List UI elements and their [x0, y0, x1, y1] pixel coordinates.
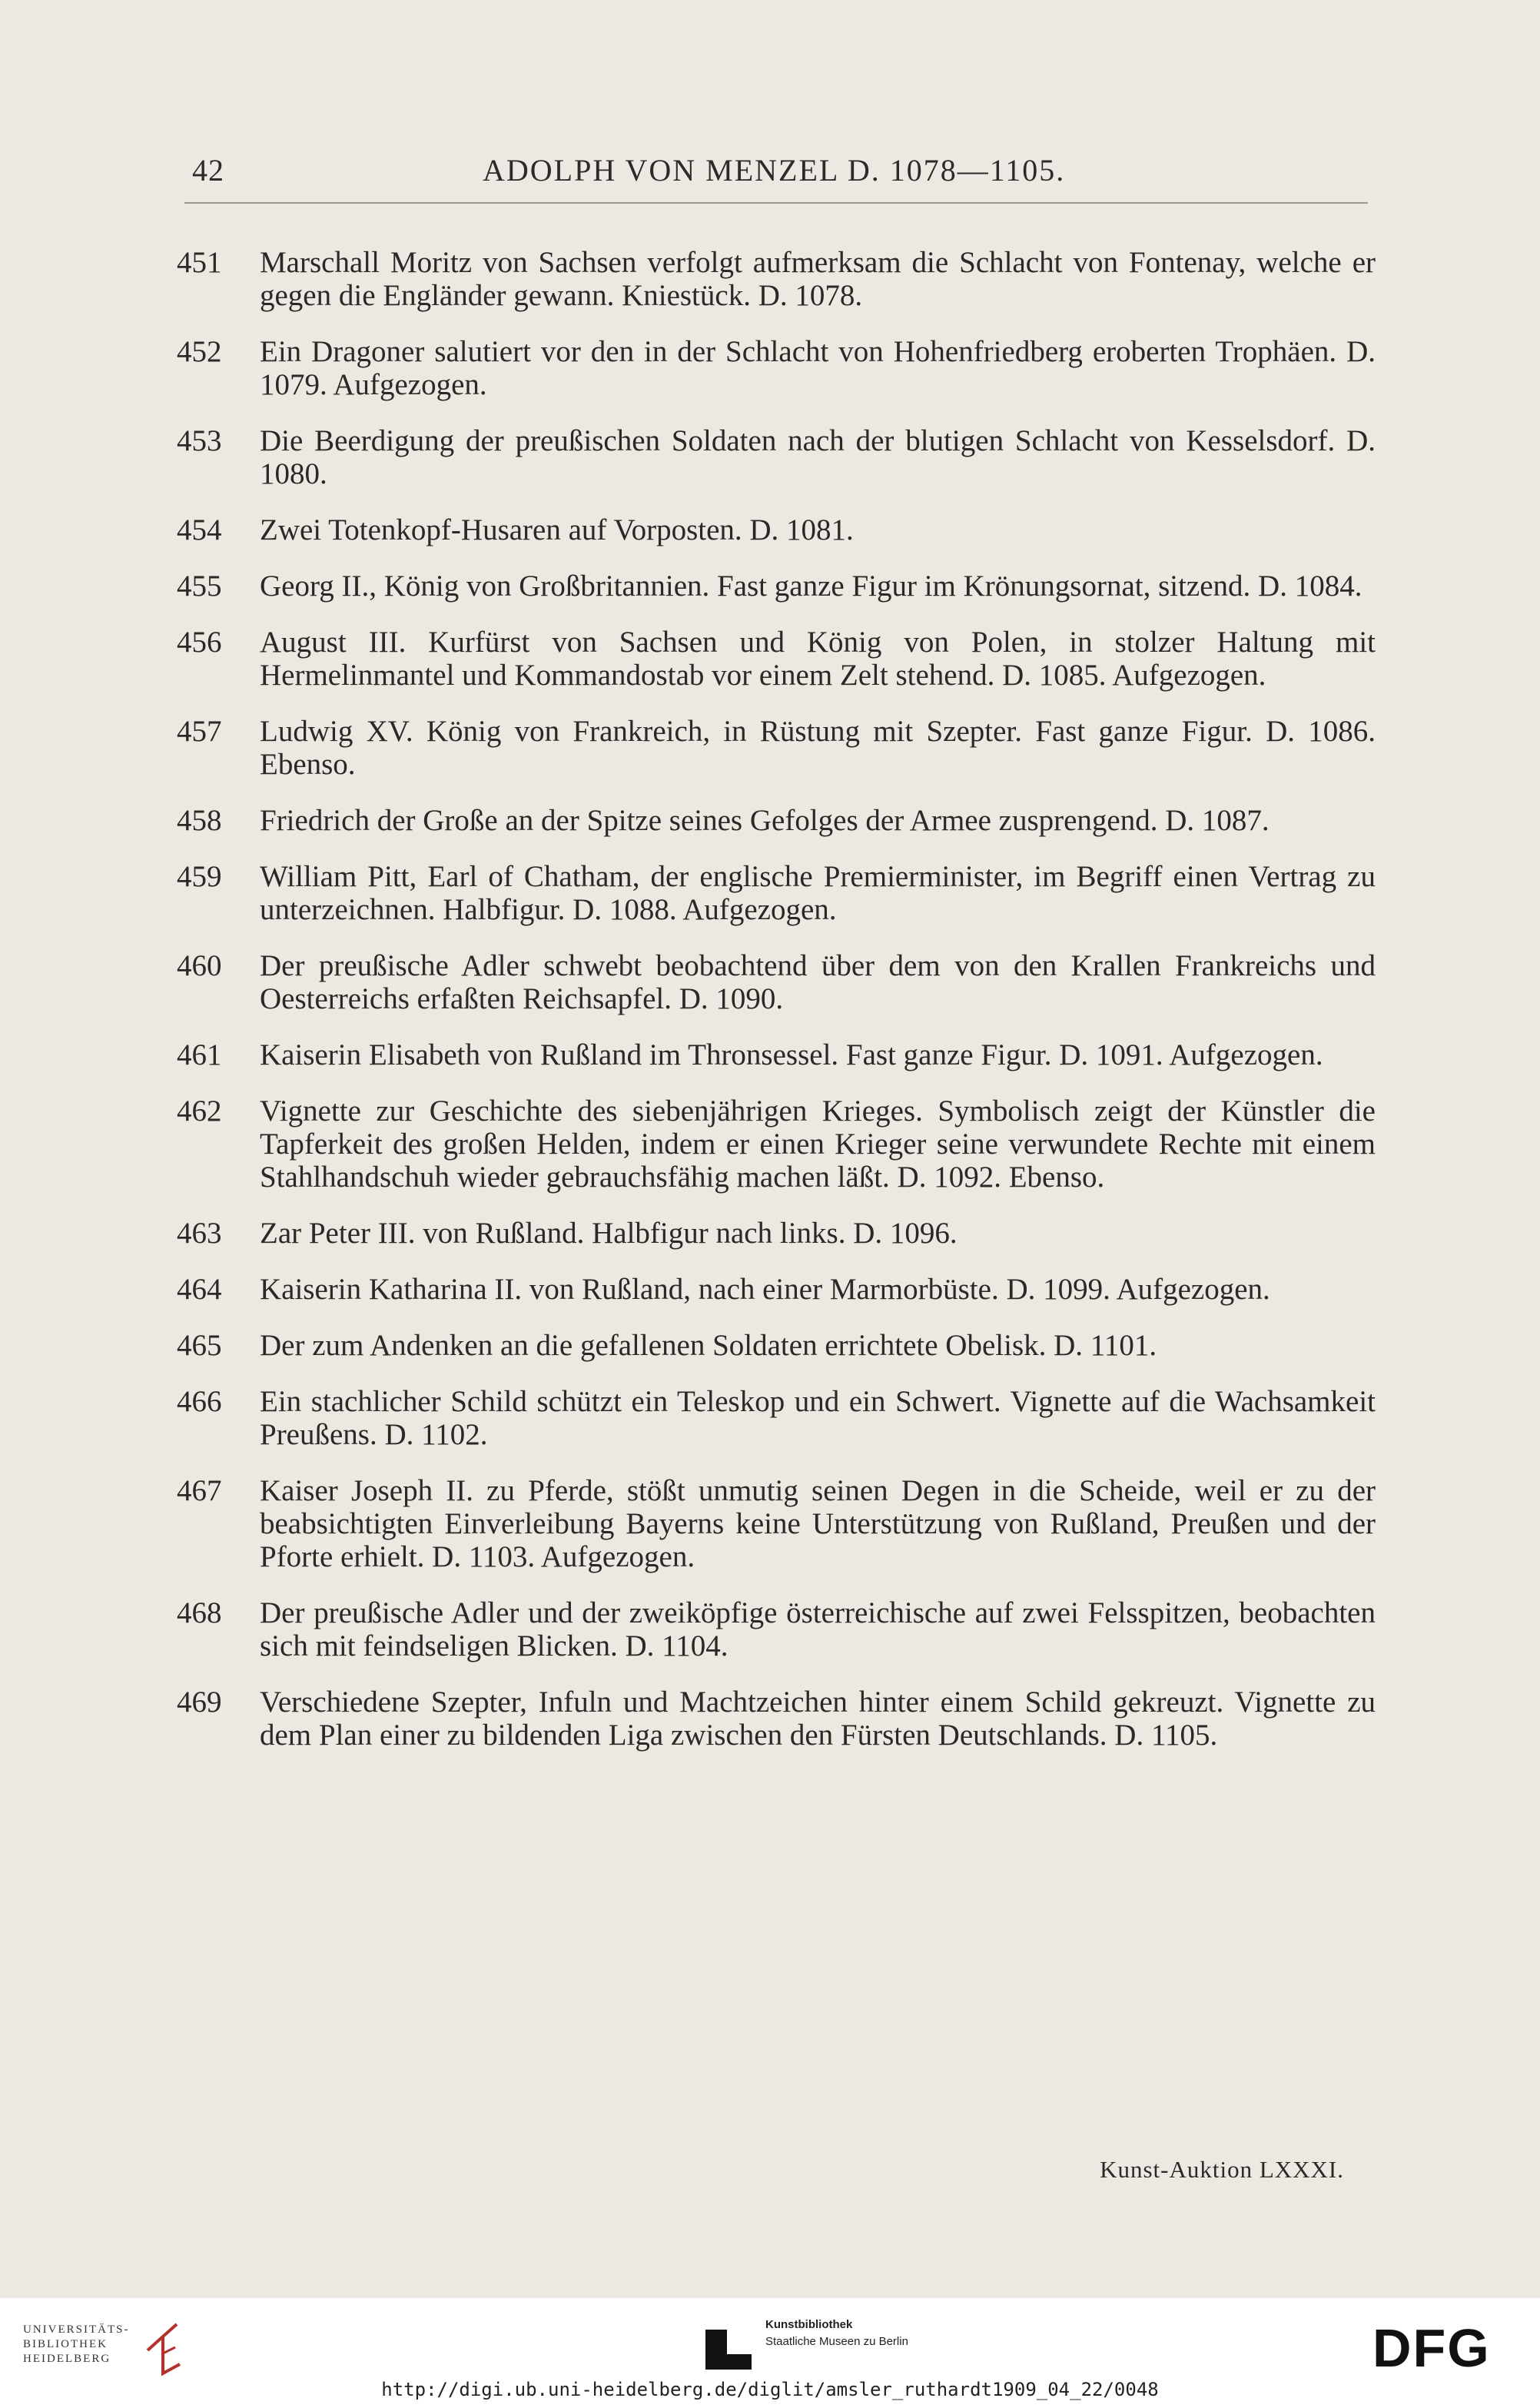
catalog-entry — [154, 1094, 1376, 1194]
entry-text: August III. Kurfürst von Sachsen und König von Polen, in stolzer Haltung mit Hermelinmantel und Kommandostab vor einem Zelt stehend. D. 1085. Aufgezogen. — [260, 626, 1376, 692]
entry-number: 469 — [177, 1686, 222, 1719]
entry-text: Marschall Moritz von Sachsen verfolgt aufmerksam die Schlacht von Fontenay, welche er gegen die Engländer gewann. Kniestück. D. 1078. — [260, 246, 1376, 312]
catalog-entry — [154, 335, 1376, 401]
entry-text: Der preußische Adler schwebt beobachtend über dem von den Krallen Frankreichs und Oesterreichs erfaßten Reichsapfel. D. 1090. — [260, 949, 1376, 1015]
entry-text: William Pitt, Earl of Chatham, der englische Premierminister, im Begriff einen Vertrag zu unterzeichnen. Halbfigur. D. 1088. Aufgezogen. — [260, 860, 1376, 926]
entry-number: 452 — [177, 335, 222, 368]
university-line: HEIDELBERG — [23, 2353, 111, 2365]
running-title: ADOLPH VON MENZEL D. 1078—1105. — [483, 153, 1066, 188]
entry-text: Der zum Andenken an die gefallenen Soldaten errichtete Obelisk. D. 1101. — [260, 1329, 1157, 1362]
catalog-entry — [154, 1329, 1376, 1362]
entry-text: Kaiser Joseph II. zu Pferde, stößt unmutig seinen Degen in die Scheide, weil er zu der beabsichtigten Einverleibung Bayerns keine Unterstützung von Rußland, Preußen und der Pforte erhielt. D. 1103. Aufgezogen. — [260, 1474, 1376, 1573]
footer-note: Kunst-Auktion LXXXI. — [1100, 2156, 1344, 2183]
catalog-entry — [154, 1596, 1376, 1662]
catalog-entries — [154, 246, 1376, 1775]
entry-number: 462 — [177, 1094, 222, 1128]
entry-number: 456 — [177, 626, 222, 659]
entry-text: Kaiserin Elisabeth von Rußland im Thronsessel. Fast ganze Figur. D. 1091. Aufgezogen. — [260, 1038, 1323, 1071]
entry-number: 453 — [177, 424, 222, 457]
catalog-entry — [154, 860, 1376, 926]
entry-number: 466 — [177, 1385, 222, 1418]
university-logo-icon — [140, 2320, 186, 2381]
page-number: 42 — [192, 153, 224, 188]
entry-number: 451 — [177, 246, 222, 279]
catalog-entry — [154, 949, 1376, 1015]
entry-number: 463 — [177, 1217, 222, 1250]
header-rule — [184, 202, 1368, 204]
entry-number: 467 — [177, 1474, 222, 1507]
kunstbibliothek-logo-icon — [704, 2319, 773, 2373]
entry-number: 461 — [177, 1038, 222, 1071]
catalog-entry — [154, 1686, 1376, 1752]
catalog-entry — [154, 424, 1376, 490]
university-line: BIBLIOTHEK — [23, 2338, 108, 2350]
catalog-entry — [154, 626, 1376, 692]
entry-text: Friedrich der Große an der Spitze seines Gefolges der Armee zusprengend. D. 1087. — [260, 804, 1270, 837]
page-header — [183, 152, 1366, 198]
catalog-entry — [154, 804, 1376, 837]
catalog-entry — [154, 1217, 1376, 1250]
entry-text: Ludwig XV. König von Frankreich, in Rüstung mit Szepter. Fast ganze Figur. D. 1086. Ebenso. — [260, 715, 1376, 781]
entry-text: Die Beerdigung der preußischen Soldaten nach der blutigen Schlacht von Kesselsdorf. D. 1080. — [260, 424, 1376, 490]
entry-number: 460 — [177, 949, 222, 982]
entry-text: Ein Dragoner salutiert vor den in der Schlacht von Hohenfriedberg eroberten Trophäen. D. 1079. Aufgezogen. — [260, 335, 1376, 401]
entry-number: 458 — [177, 804, 222, 837]
entry-text: Der preußische Adler und der zweiköpfige österreichische auf zwei Felsspitzen, beobachten sich mit feindseligen Blicken. D. 1104. — [260, 1596, 1376, 1662]
entry-text: Georg II., König von Großbritannien. Fast ganze Figur im Krönungsornat, sitzend. D. 1084. — [260, 570, 1362, 603]
entry-text: Ein stachlicher Schild schützt ein Teleskop und ein Schwert. Vignette auf die Wachsamkeit Preußens. D. 1102. — [260, 1385, 1376, 1451]
entry-text: Vignette zur Geschichte des siebenjährigen Krieges. Symbolisch zeigt der Künstler die Tapferkeit des großen Helden, indem er einen Krieger seine verwundete Rechte mit einem Stahlhandschuh wieder gebrauchsfähig machen läßt. D. 1092. Ebenso. — [260, 1094, 1376, 1194]
entry-text: Kaiserin Katharina II. von Rußland, nach einer Marmorbüste. D. 1099. Aufgezogen. — [260, 1273, 1270, 1306]
dfg-logo: DFG — [1372, 2318, 1491, 2378]
catalog-entry — [154, 1273, 1376, 1306]
entry-text: Zar Peter III. von Rußland. Halbfigur nach links. D. 1096. — [260, 1217, 958, 1250]
entry-text: Verschiedene Szepter, Infuln und Machtzeichen hinter einem Schild gekreuzt. Vignette zu dem Plan einer zu bildenden Liga zwischen den Fürsten Deutschlands. D. 1105. — [260, 1686, 1376, 1752]
permalink-url[interactable]: http://digi.ub.uni-heidelberg.de/diglit/amsler_ruthardt1909_04_22/0048 — [381, 2379, 1159, 2400]
entry-number: 457 — [177, 715, 222, 748]
catalog-entry — [154, 570, 1376, 603]
university-line: UNIVERSITÄTS- — [23, 2323, 130, 2336]
catalog-entry — [154, 513, 1376, 546]
entry-number: 468 — [177, 1596, 222, 1629]
entry-number: 464 — [177, 1273, 222, 1306]
kunstbibliothek-subtitle: Staatliche Museen zu Berlin — [765, 2335, 908, 2348]
entry-number: 465 — [177, 1329, 222, 1362]
catalog-entry — [154, 715, 1376, 781]
entry-text: Zwei Totenkopf-Husaren auf Vorposten. D. 1081. — [260, 513, 854, 546]
catalog-entry — [154, 1385, 1376, 1451]
catalog-entry — [154, 1038, 1376, 1071]
entry-number: 455 — [177, 570, 222, 603]
catalog-entry — [154, 246, 1376, 312]
catalog-entry — [154, 1474, 1376, 1573]
kunstbibliothek-title: Kunstbibliothek — [765, 2318, 853, 2331]
kunstbibliothek-label — [765, 2316, 908, 2350]
entry-number: 454 — [177, 513, 222, 546]
entry-number: 459 — [177, 860, 222, 893]
